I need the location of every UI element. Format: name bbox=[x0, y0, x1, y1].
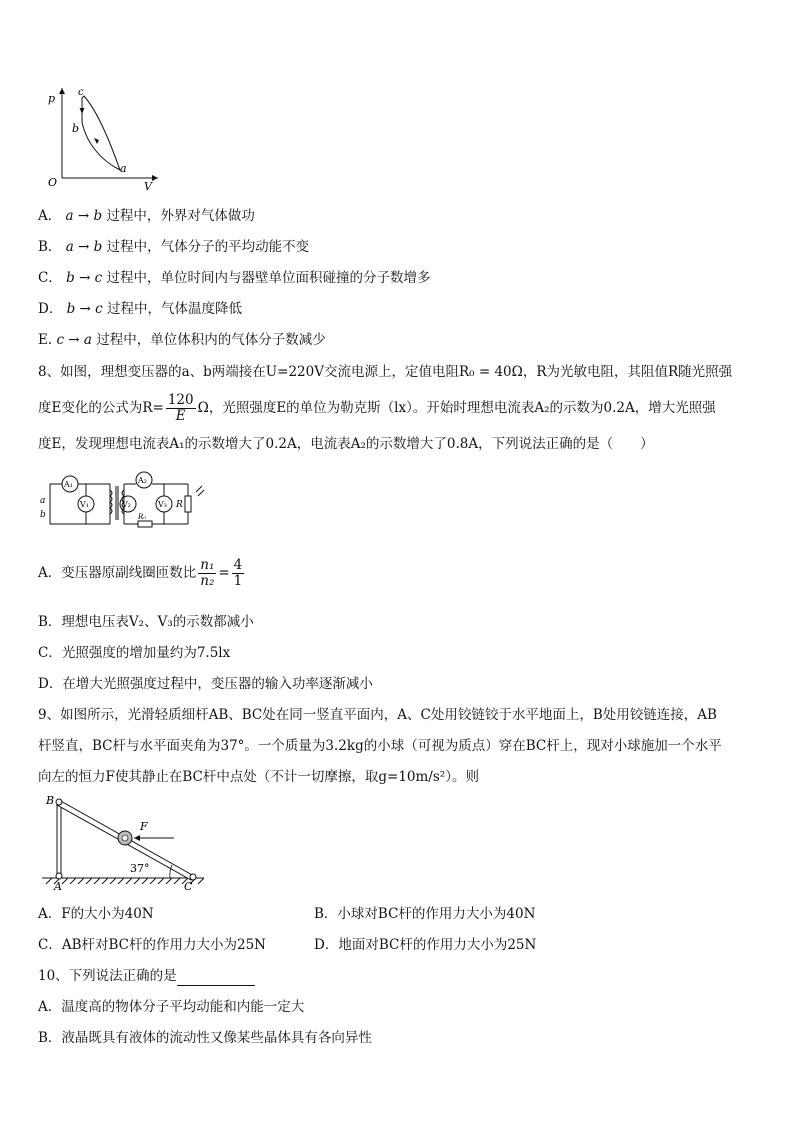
ratio-value-fraction bbox=[232, 558, 245, 589]
q7-option-b bbox=[38, 237, 309, 257]
terminal-a-label: a bbox=[40, 496, 46, 506]
point-b-label: b bbox=[72, 122, 80, 135]
turns-ratio-fraction bbox=[198, 558, 216, 589]
fraction-numerator: 120 bbox=[167, 392, 194, 408]
q9-stem-line1: 9、如图所示，光滑轻质细杆AB、BC处在同一竖直平面内，A、C处用铰链铰于水平地面上，B处用铰链连接，AB bbox=[38, 707, 717, 723]
formula-fraction bbox=[166, 393, 196, 424]
q8-option-c: C．光照强度的增加量约为7.5lx bbox=[38, 645, 231, 661]
ammeter-a2-label: A₂ bbox=[138, 476, 147, 485]
process-label: c → a bbox=[56, 332, 92, 348]
option-prefix: A． bbox=[38, 208, 62, 224]
answer-blank[interactable] bbox=[177, 971, 255, 986]
stem-text: 度E变化的公式为R= bbox=[38, 400, 164, 416]
q9-stem-line2: 杆竖直，BC杆与水平面夹角为37°。一个质量为3.2kg的小球（可视为质点）穿在BC杆上，现对小球施加一个水平 bbox=[38, 738, 722, 754]
point-b-label: B bbox=[46, 794, 55, 807]
q8-stem-line3: 度E，发现理想电流表A₁的示数增大了0.2A，电流表A₂的示数增大了0.8A，下列说法正确的是（ ） bbox=[38, 436, 654, 452]
resistor-r-label: R bbox=[176, 500, 183, 510]
q9-option-a: A．F的大小为40N bbox=[38, 906, 154, 922]
stem-text: 10、下列说法正确的是 bbox=[38, 968, 177, 984]
q9-option-b: B．小球对BC杆的作用力大小为40N bbox=[314, 906, 536, 922]
option-text: 过程中，气体温度降低 bbox=[107, 301, 243, 317]
fraction-numerator: n₁ bbox=[200, 557, 215, 573]
process-label: a → b bbox=[65, 239, 103, 255]
q7-option-d bbox=[38, 299, 242, 319]
terminal-b-label: b bbox=[40, 510, 46, 520]
fraction-denominator: n₂ bbox=[200, 573, 215, 589]
q8-option-a bbox=[38, 553, 246, 593]
option-prefix: B． bbox=[38, 239, 62, 255]
option-text: A．变压器原副线圈匝数比 bbox=[38, 565, 197, 581]
q10-stem bbox=[38, 966, 255, 986]
option-text: 过程中，气体分子的平均动能不变 bbox=[106, 239, 310, 255]
q7-option-e bbox=[38, 330, 326, 350]
axis-v-label: V bbox=[144, 180, 152, 192]
fraction-numerator: 4 bbox=[233, 557, 243, 573]
option-text: 过程中，单位体积内的气体分子数减少 bbox=[96, 332, 326, 348]
pv-graph bbox=[40, 82, 170, 192]
fraction-denominator: 1 bbox=[233, 573, 243, 589]
option-prefix: D． bbox=[38, 301, 63, 317]
equals-sign: = bbox=[218, 565, 230, 581]
q7-option-a bbox=[38, 206, 255, 226]
resistor-r0-label: R₀ bbox=[138, 513, 147, 521]
option-prefix: C． bbox=[38, 270, 62, 286]
process-label: b → c bbox=[66, 301, 103, 317]
force-f-label: F bbox=[140, 820, 148, 833]
option-text: 过程中，单位时间内与器壁单位面积碰撞的分子数增多 bbox=[106, 270, 431, 286]
transformer-circuit-diagram bbox=[38, 470, 218, 532]
q9-option-d: D．地面对BC杆的作用力大小为25N bbox=[314, 937, 537, 953]
q8-option-b: B．理想电压表V₂、V₃的示数都减小 bbox=[38, 614, 254, 630]
stem-text: Ω，光照强度E的单位为勒克斯（lx）。开始时理想电流表A₂的示数为0.2A，增大光照强 bbox=[197, 400, 716, 416]
voltmeter-v1-label: V₁ bbox=[80, 500, 89, 509]
rod-ball-diagram bbox=[38, 792, 208, 890]
voltmeter-v3-label: V₃ bbox=[158, 500, 167, 509]
q8-stem-line1: 8、如图，理想变压器的a、b两端接在U=220V交流电源上，定值电阻R₀ = 40Ω，R为光敏电阻，其阻值R随光照强 bbox=[38, 364, 733, 380]
point-c-label: c bbox=[78, 87, 84, 98]
q7-option-c bbox=[38, 268, 431, 288]
process-label: b → c bbox=[66, 270, 103, 286]
angle-label: 37° bbox=[130, 862, 150, 875]
q10-option-b: B．液晶既具有液体的流动性又像某些晶体具有各向异性 bbox=[38, 1030, 372, 1046]
q9-option-c: C．AB杆对BC杆的作用力大小为25N bbox=[38, 937, 266, 953]
q9-stem-line3: 向左的恒力F使其静止在BC杆中点处（不计一切摩擦，取g=10m/s²）。则 bbox=[38, 769, 479, 785]
origin-label: O bbox=[48, 176, 58, 189]
process-label: a → b bbox=[65, 208, 103, 224]
fraction-denominator: E bbox=[175, 408, 186, 424]
option-text: 过程中，外界对气体做功 bbox=[106, 208, 255, 224]
ammeter-a1-label: A₁ bbox=[64, 480, 73, 489]
point-c-label: C bbox=[184, 880, 193, 890]
axis-p-label: p bbox=[48, 92, 56, 105]
point-a-label: a bbox=[120, 162, 127, 175]
q8-option-d: D．在增大光照强度过程中，变压器的输入功率逐渐减小 bbox=[38, 676, 373, 692]
q10-option-a: A．温度高的物体分子平均动能和内能一定大 bbox=[38, 999, 305, 1015]
q8-stem-line2 bbox=[38, 389, 716, 427]
voltmeter-v2-label: V₂ bbox=[122, 500, 131, 509]
point-a-label: A bbox=[54, 880, 62, 890]
option-prefix: E. bbox=[38, 332, 53, 348]
